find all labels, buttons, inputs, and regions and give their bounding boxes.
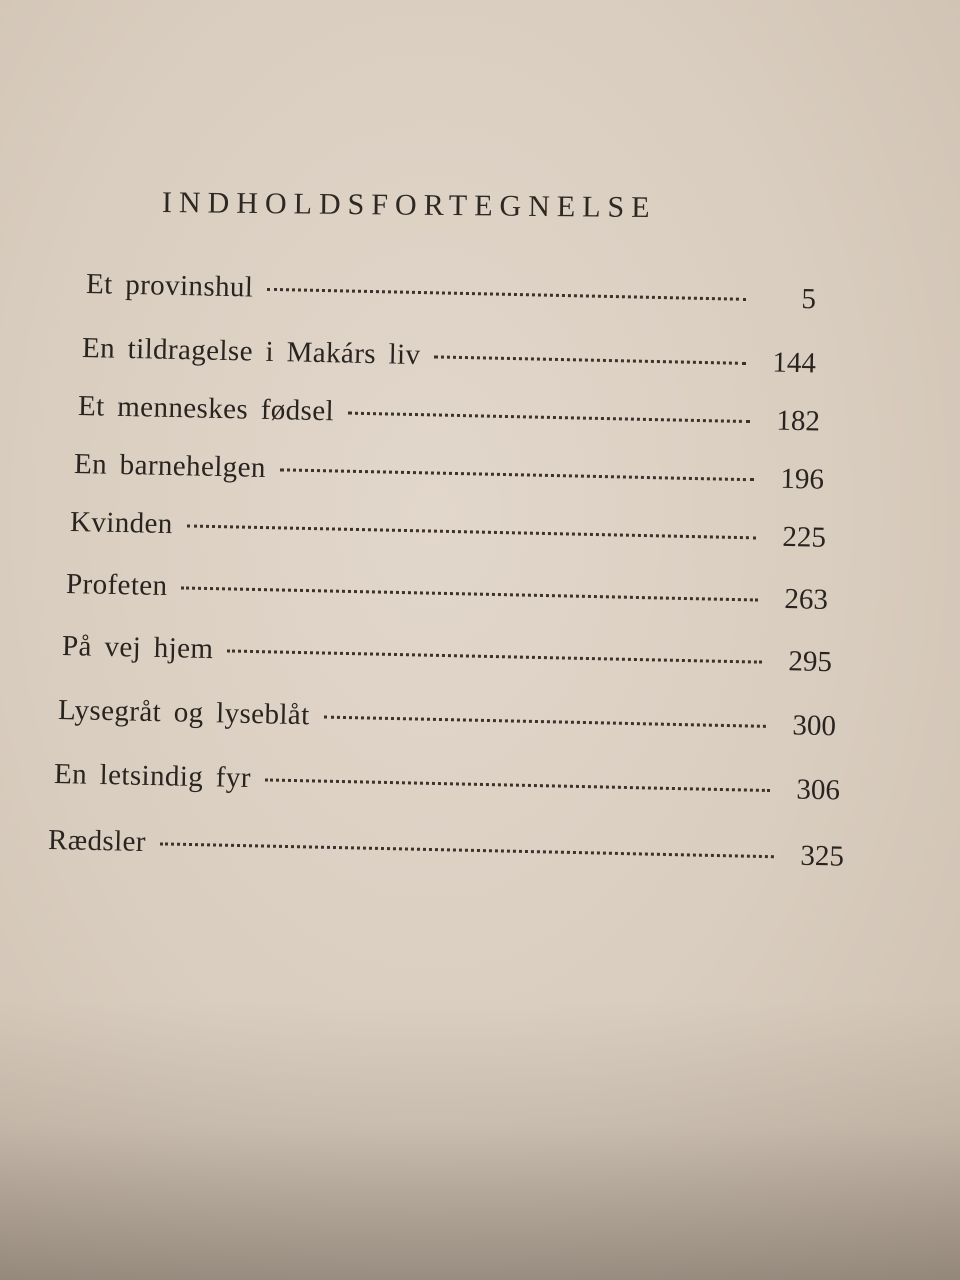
entry-title: En barnehelgen bbox=[73, 448, 267, 485]
entry-page-number: 306 bbox=[796, 773, 841, 807]
entry-title: En tildragelse i Makárs liv bbox=[81, 332, 421, 372]
entry-title: Et menneskes fødsel bbox=[77, 390, 335, 428]
dot-leader bbox=[434, 355, 746, 365]
entry-title: Rædsler bbox=[47, 824, 147, 859]
toc-entry bbox=[66, 568, 829, 624]
entry-title: Et provinshul bbox=[85, 268, 254, 304]
toc-entry bbox=[70, 506, 827, 562]
dot-leader bbox=[181, 586, 757, 601]
entry-page-number: 300 bbox=[792, 709, 837, 743]
entry-page-number: 5 bbox=[801, 282, 817, 316]
entry-page-number: 144 bbox=[772, 346, 817, 380]
dot-leader bbox=[348, 412, 750, 423]
entry-title: På vej hjem bbox=[61, 630, 214, 666]
toc-entry bbox=[78, 390, 821, 446]
dot-leader bbox=[160, 842, 774, 858]
entry-page-number: 325 bbox=[800, 839, 845, 873]
entry-page-number: 196 bbox=[780, 462, 825, 496]
entry-page-number: 263 bbox=[784, 583, 829, 616]
toc-entry bbox=[48, 824, 845, 881]
entry-page-number: 182 bbox=[776, 404, 821, 438]
entry-title: Kvinden bbox=[69, 506, 174, 541]
dot-leader bbox=[280, 468, 754, 481]
dot-leader bbox=[324, 716, 766, 728]
toc-entry bbox=[74, 448, 825, 504]
entry-page-number: 295 bbox=[788, 645, 833, 679]
dot-leader bbox=[265, 778, 770, 792]
entry-page-number: 225 bbox=[782, 520, 827, 554]
toc-entry bbox=[58, 694, 837, 750]
dot-leader bbox=[187, 524, 756, 539]
toc-heading: INDHOLDSFORTEGNELSE bbox=[161, 186, 657, 225]
toc-entry bbox=[86, 268, 817, 323]
toc-entry bbox=[54, 758, 841, 814]
entry-title: En letsindig fyr bbox=[53, 758, 252, 795]
dot-leader bbox=[267, 288, 746, 301]
entry-title: Lysegråt og lyseblåt bbox=[57, 694, 310, 732]
toc-entry bbox=[62, 630, 833, 686]
entry-title: Profeten bbox=[65, 568, 168, 603]
toc-entry bbox=[82, 332, 817, 387]
dot-leader bbox=[227, 649, 762, 663]
